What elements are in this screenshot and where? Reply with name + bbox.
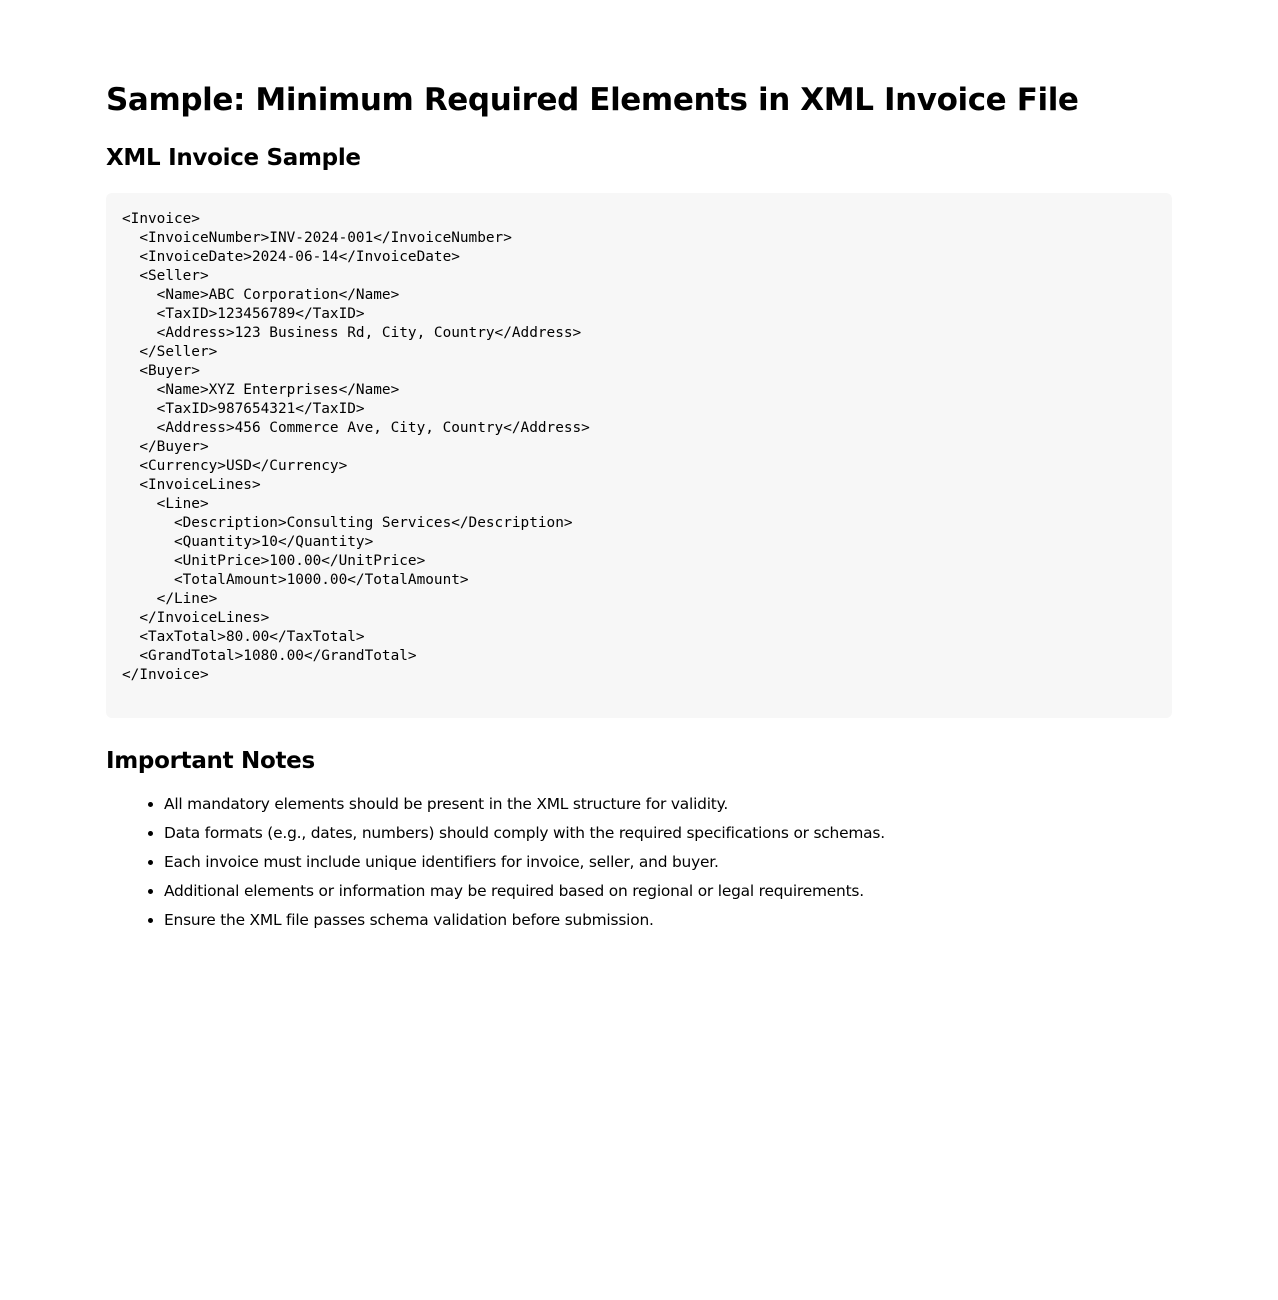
code-line: <Name>XYZ Enterprises</Name> bbox=[122, 382, 400, 398]
important-notes-heading: Important Notes bbox=[106, 748, 315, 774]
code-line: <TaxID>123456789</TaxID> bbox=[122, 306, 365, 322]
code-line: <Description>Consulting Services</Description> bbox=[122, 515, 573, 531]
code-line: </Invoice> bbox=[122, 667, 209, 683]
list-item: • All mandatory elements should be present in the XML structure for validity. bbox=[164, 793, 1172, 815]
list-item: • Data formats (e.g., dates, numbers) should comply with the required specifications or schemas. bbox=[164, 822, 1172, 844]
code-line: <InvoiceNumber>INV-2024-001</InvoiceNumber> bbox=[122, 230, 512, 246]
code-line: <Seller> bbox=[122, 268, 209, 284]
code-line: <Address>123 Business Rd, City, Country</Address> bbox=[122, 325, 582, 341]
code-line: <InvoiceLines> bbox=[122, 477, 261, 493]
document-page bbox=[106, 0, 1172, 931]
code-line: <Currency>USD</Currency> bbox=[122, 458, 348, 474]
code-line: <Quantity>10</Quantity> bbox=[122, 534, 374, 550]
code-line: <Name>ABC Corporation</Name> bbox=[122, 287, 400, 303]
code-line: <Invoice> bbox=[122, 211, 200, 227]
code-line: </Buyer> bbox=[122, 439, 209, 455]
code-line: <UnitPrice>100.00</UnitPrice> bbox=[122, 553, 426, 569]
code-line: </InvoiceLines> bbox=[122, 610, 270, 626]
code-line: <GrandTotal>1080.00</GrandTotal> bbox=[122, 648, 417, 664]
list-item: • Each invoice must include unique identifiers for invoice, seller, and buyer. bbox=[164, 851, 1172, 873]
code-line: <TaxTotal>80.00</TaxTotal> bbox=[122, 629, 365, 645]
xml-sample-heading: XML Invoice Sample bbox=[106, 145, 361, 171]
code-line: <TaxID>987654321</TaxID> bbox=[122, 401, 365, 417]
code-line: <InvoiceDate>2024-06-14</InvoiceDate> bbox=[122, 249, 460, 265]
notes-list bbox=[106, 793, 1172, 931]
code-line: <TotalAmount>1000.00</TotalAmount> bbox=[122, 572, 469, 588]
code-line: <Line> bbox=[122, 496, 209, 512]
list-item: • Ensure the XML file passes schema validation before submission. bbox=[164, 909, 1172, 931]
xml-code-block bbox=[106, 193, 1172, 718]
list-item: • Additional elements or information may be required based on regional or legal requirements. bbox=[164, 880, 1172, 902]
code-line: </Seller> bbox=[122, 344, 218, 360]
code-line: <Buyer> bbox=[122, 363, 200, 379]
code-line: </Line> bbox=[122, 591, 218, 607]
code-line: <Address>456 Commerce Ave, City, Country</Address> bbox=[122, 420, 590, 436]
page-title: Sample: Minimum Required Elements in XML Invoice File bbox=[106, 82, 1079, 118]
